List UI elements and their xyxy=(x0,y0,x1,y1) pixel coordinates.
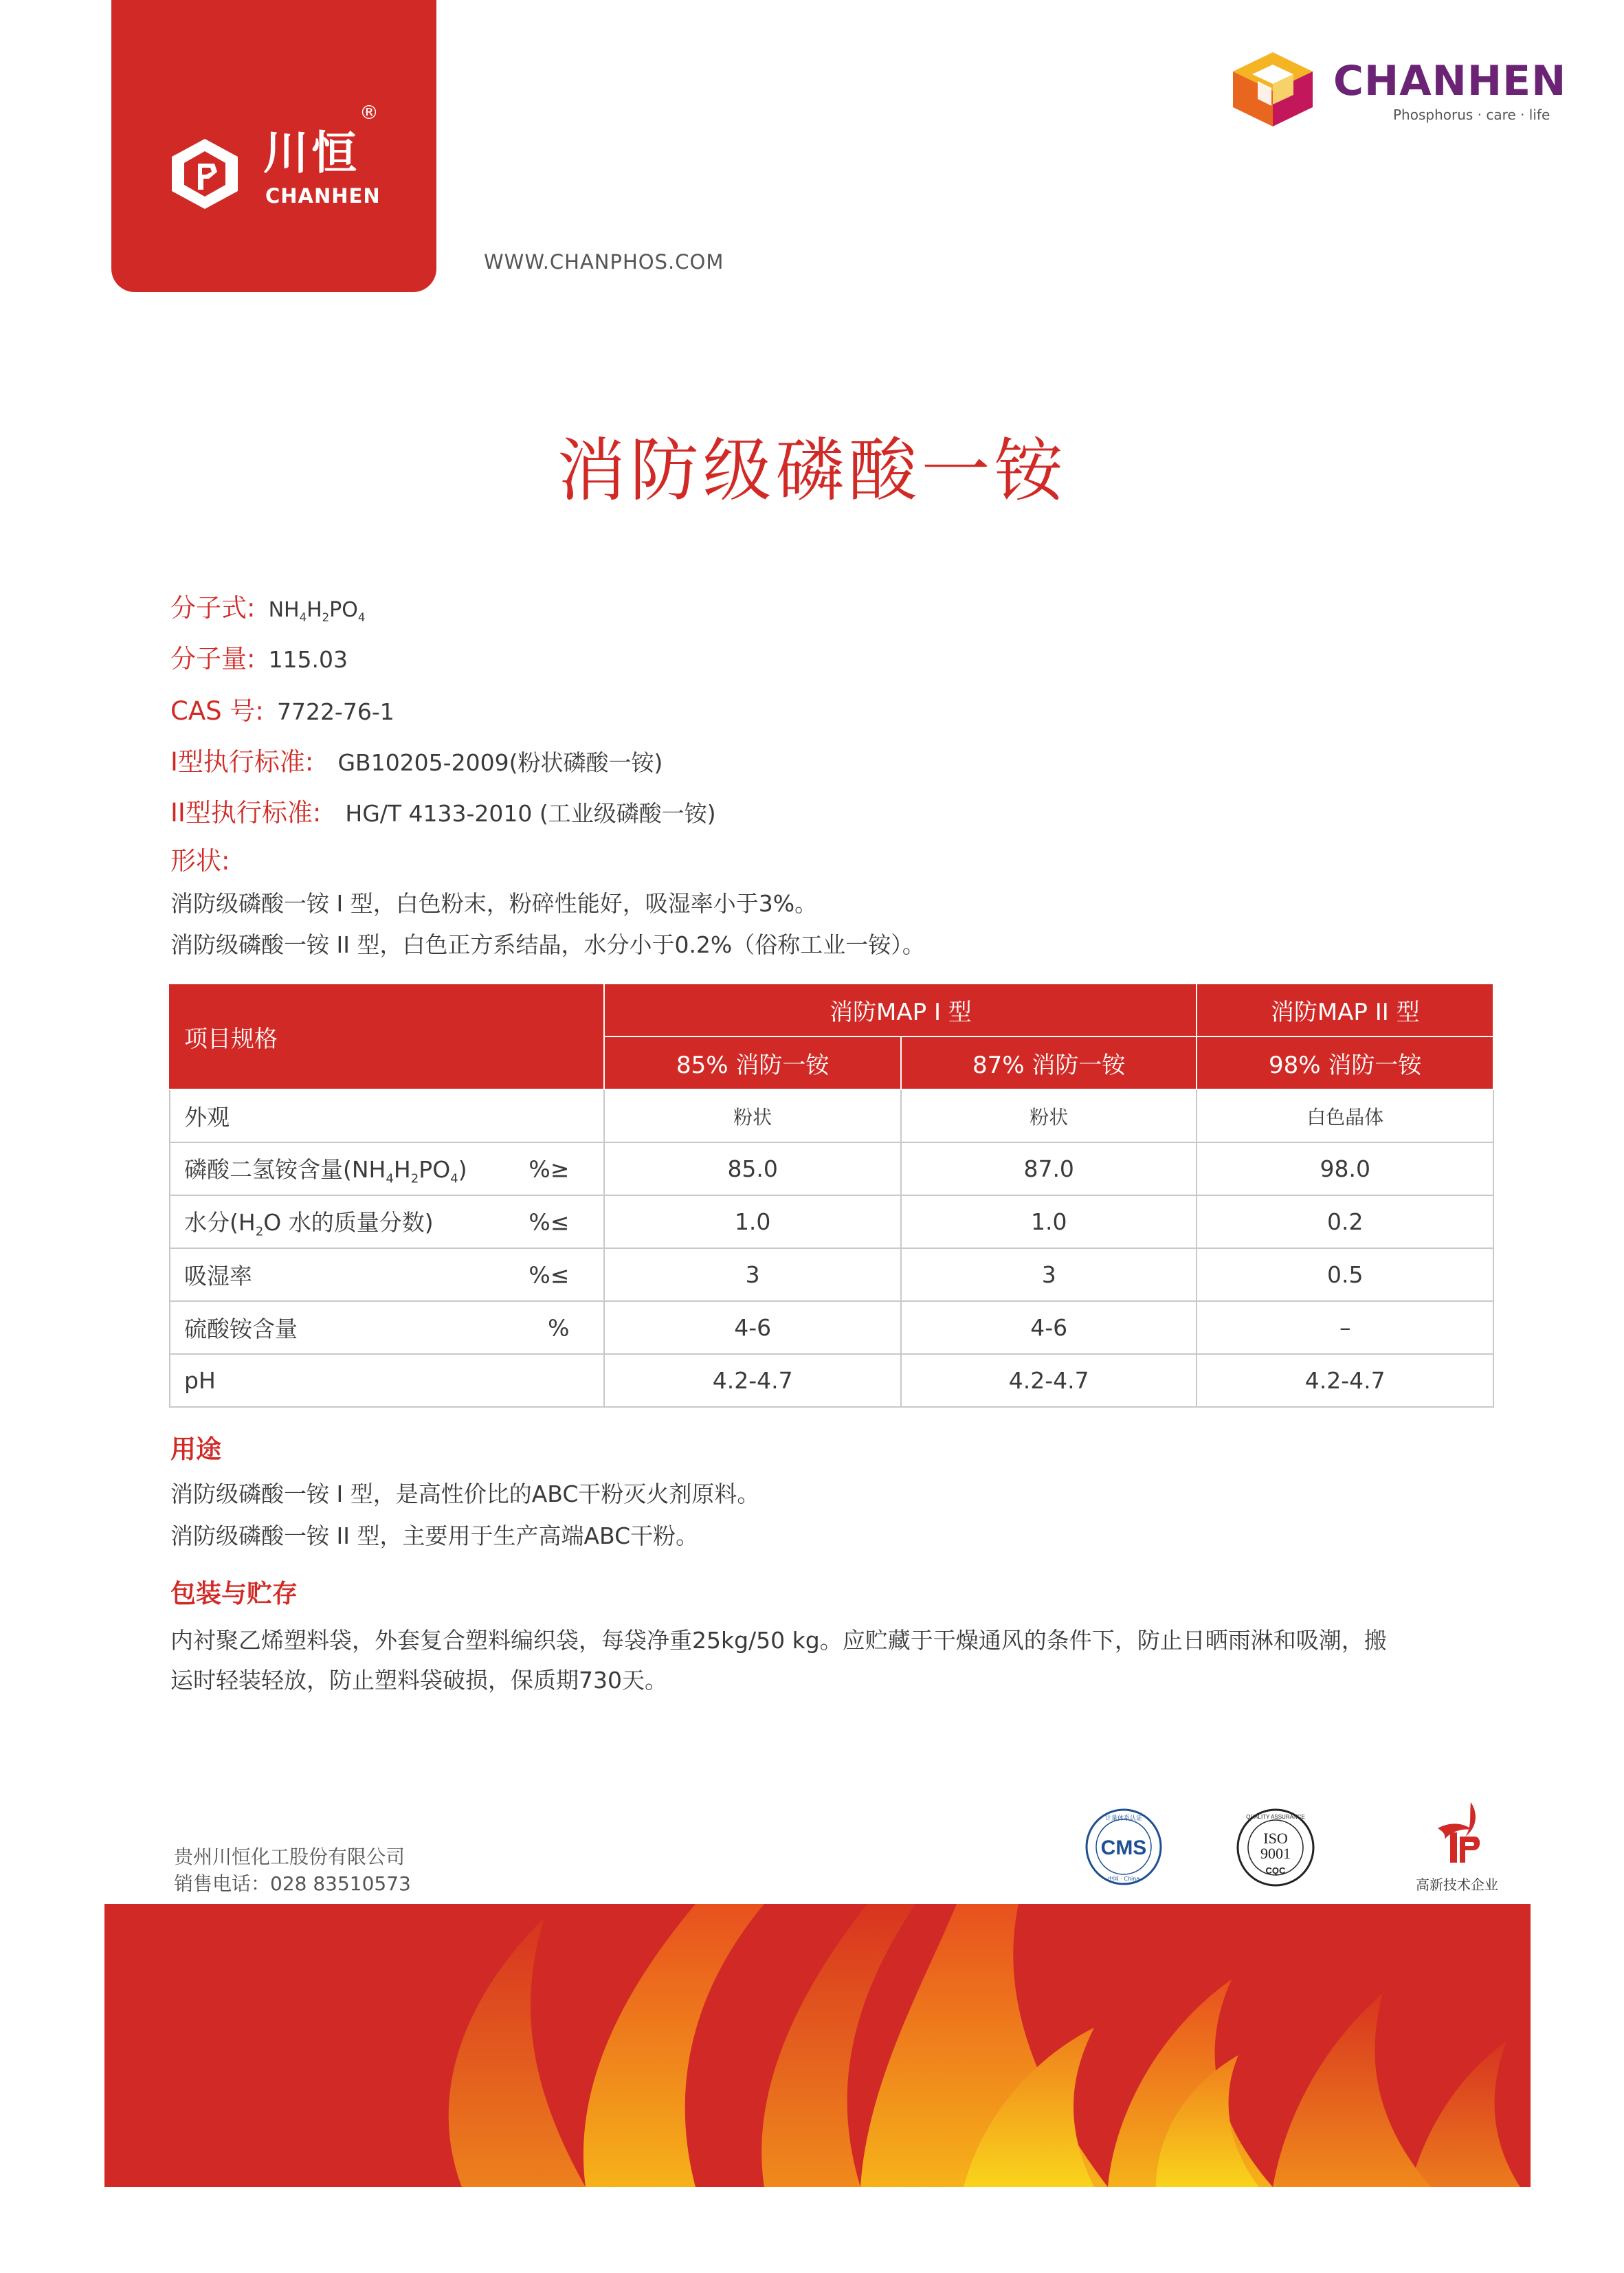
formula-row xyxy=(170,595,365,624)
spec-table xyxy=(169,983,1494,1408)
svg-text:中国 · China: 中国 · China xyxy=(1107,1876,1140,1882)
iso-9001-seal-icon xyxy=(1236,1808,1315,1887)
group-1-header: 消防MAP I 型 xyxy=(604,984,1197,1036)
col-3-header: 98% 消防一铵 xyxy=(1197,1036,1493,1089)
row-value: 3 xyxy=(901,1248,1197,1301)
row-item: pH xyxy=(170,1354,604,1407)
packaging-heading: 包装与贮存 xyxy=(170,1579,298,1608)
group-2-header: 消防MAP II 型 xyxy=(1197,984,1493,1036)
weight-row xyxy=(170,646,348,672)
standard-1-label: I型执行标准: xyxy=(170,747,314,777)
weight-label: 分子量: xyxy=(170,644,256,674)
brand-name-en: CHANHEN xyxy=(265,184,381,208)
chanhen-hex-logo-icon xyxy=(166,136,243,212)
row-item: 水分($H_2O$ 水的质量分数) %≤ xyxy=(170,1195,604,1248)
flame-background-band xyxy=(104,1904,1531,2187)
standard-2-value: HG/T 4133-2010 (工业级磷酸一铵) xyxy=(345,800,716,827)
cas-label: CAS 号: xyxy=(170,696,264,726)
row-item: 硫酸铵含量 % xyxy=(170,1301,604,1354)
packaging-line-1: 内衬聚乙烯塑料袋，外套复合塑料编织袋，每袋净重25kg/50 kg。应贮藏于干燥通风的条件下，防止日晒雨淋和吸潮，搬 xyxy=(170,1627,1387,1654)
table-row xyxy=(170,1089,1493,1142)
row-value: 粉状 xyxy=(901,1089,1197,1142)
row-value: 87.0 xyxy=(901,1142,1197,1195)
row-value: 4.2-4.7 xyxy=(604,1354,901,1407)
page-title: 消防级磷酸一铵 xyxy=(557,430,1067,511)
usage-line-2: 消防级磷酸一铵 II 型，主要用于生产高端ABC干粉。 xyxy=(170,1522,699,1549)
row-value: 粉状 xyxy=(604,1089,901,1142)
svg-text:计量体系认证: 计量体系认证 xyxy=(1104,1815,1143,1822)
row-value: 85.0 xyxy=(604,1142,901,1195)
chanhen-tagline: Phosphorus · care · life xyxy=(1393,107,1550,123)
svg-text:CQC: CQC xyxy=(1265,1865,1286,1876)
packaging-line-2: 运时轻装轻放，防止塑料袋破损，保质期730天。 xyxy=(170,1667,667,1694)
row-item: 外观 xyxy=(170,1089,604,1142)
row-value: – xyxy=(1197,1301,1493,1354)
row-value: 4.2-4.7 xyxy=(1197,1354,1493,1407)
row-value: 3 xyxy=(604,1248,901,1301)
standard-2-row xyxy=(170,798,716,828)
row-value: 0.2 xyxy=(1197,1195,1493,1248)
row-value: 4-6 xyxy=(604,1301,901,1354)
item-spec-header: 项目规格 xyxy=(170,984,604,1089)
shape-line-1: 消防级磷酸一铵 I 型，白色粉末，粉碎性能好，吸湿率小于3%。 xyxy=(170,890,818,917)
col-2-header: 87% 消防一铵 xyxy=(901,1036,1197,1089)
row-value: 1.0 xyxy=(901,1195,1197,1248)
cas-value: 7722-76-1 xyxy=(276,698,394,725)
table-row xyxy=(170,1354,1493,1407)
chanhen-brand-name: CHANHEN xyxy=(1333,57,1567,105)
col-1-header: 85% 消防一铵 xyxy=(604,1036,901,1089)
row-value: 1.0 xyxy=(604,1195,901,1248)
sales-phone: 销售电话：028 83510573 xyxy=(174,1872,411,1895)
formula-value: $NH_4H_2PO_4$ xyxy=(268,598,366,624)
company-name: 贵州川恒化工股份有限公司 xyxy=(174,1845,405,1868)
table-row xyxy=(170,1248,1493,1301)
svg-text:QUALITY ASSURANCE: QUALITY ASSURANCE xyxy=(1246,1814,1305,1820)
website-link[interactable]: WWW.CHANPHOS.COM xyxy=(484,250,724,274)
row-item: 吸湿率 %≤ xyxy=(170,1248,604,1301)
weight-value: 115.03 xyxy=(268,646,348,673)
table-row xyxy=(170,1301,1493,1354)
row-value: 98.0 xyxy=(1197,1142,1493,1195)
table-header-row-1 xyxy=(170,984,1493,1036)
row-value: 白色晶体 xyxy=(1197,1089,1493,1142)
row-value: 4-6 xyxy=(901,1301,1197,1354)
svg-text:ISO: ISO xyxy=(1263,1830,1288,1847)
shape-label: 形状: xyxy=(170,846,230,876)
shape-row xyxy=(170,848,230,874)
row-value: 4.2-4.7 xyxy=(901,1354,1197,1407)
usage-line-1: 消防级磷酸一铵 I 型，是高性价比的ABC干粉灭火剂原料。 xyxy=(170,1481,760,1507)
standard-2-label: II型执行标准: xyxy=(170,798,322,828)
svg-text:CMS: CMS xyxy=(1100,1837,1147,1859)
brand-name-cn: 川恒 xyxy=(263,126,359,179)
formula-label: 分子式: xyxy=(170,593,256,623)
row-value: 0.5 xyxy=(1197,1248,1493,1301)
hitech-enterprise-label: 高新技术企业 xyxy=(1416,1876,1498,1893)
shape-line-2: 消防级磷酸一铵 II 型，白色正方系结晶，水分小于0.2%（俗称工业一铵）。 xyxy=(170,931,925,958)
registered-mark: ® xyxy=(359,101,379,124)
standard-1-row xyxy=(170,749,663,775)
table-row xyxy=(170,1142,1493,1195)
hitech-enterprise-logo-icon xyxy=(1431,1801,1486,1864)
svg-text:9001: 9001 xyxy=(1260,1845,1291,1862)
usage-heading: 用途 xyxy=(170,1434,221,1464)
standard-1-value: GB10205-2009(粉状磷酸一铵) xyxy=(337,749,663,776)
row-item: 磷酸二氢铵含量$(NH_4H_2PO_4)$ %≥ xyxy=(170,1142,604,1195)
table-row xyxy=(170,1195,1493,1248)
cas-row xyxy=(170,698,394,724)
chanhen-color-cube-logo-icon xyxy=(1230,51,1315,128)
cms-certification-seal-icon xyxy=(1084,1808,1163,1886)
